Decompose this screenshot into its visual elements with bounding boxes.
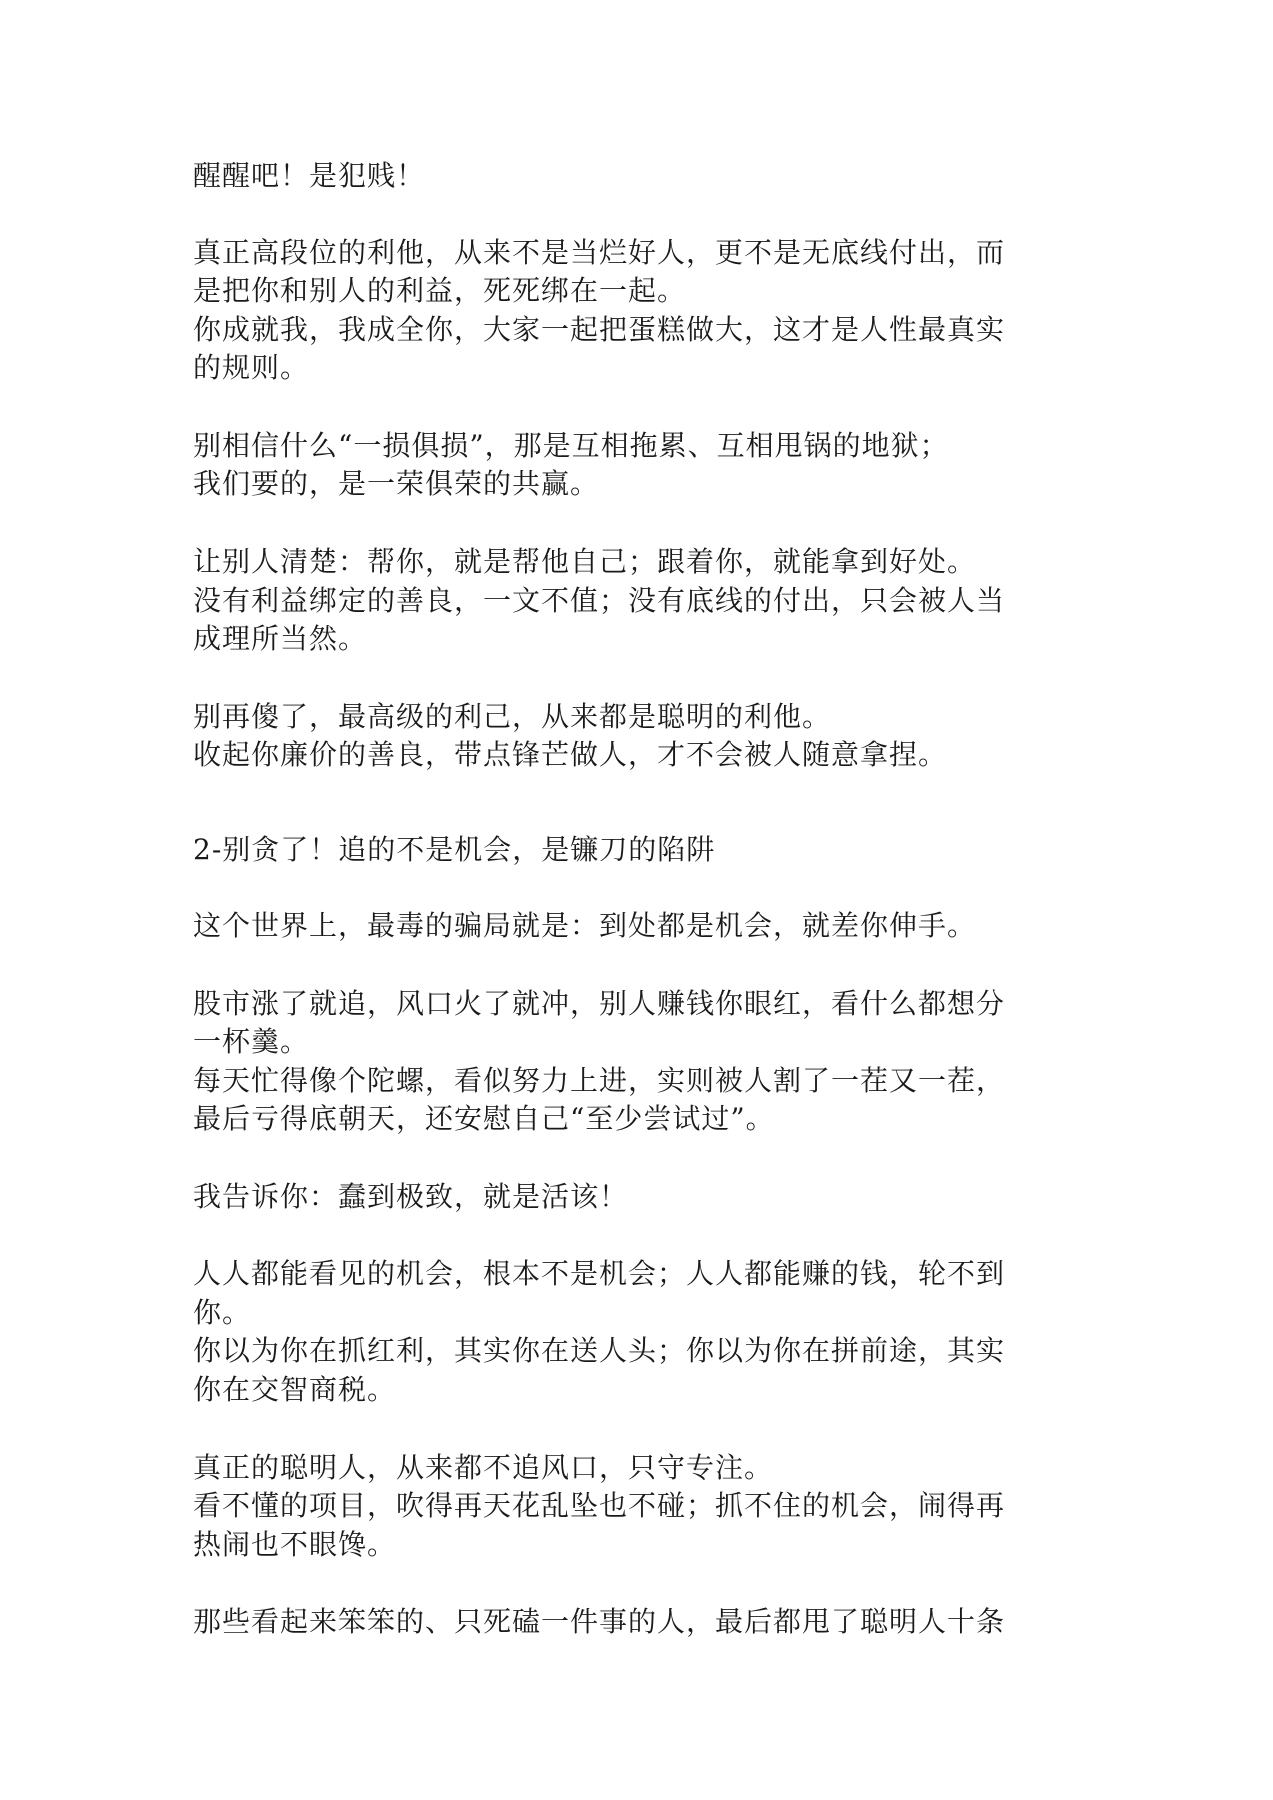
- text-line: 一杯羹。: [193, 1025, 310, 1058]
- text-line: 那些看起来笨笨的、只死磕一件事的人，最后都甩了聪明人十条: [193, 1605, 1006, 1638]
- text-line: 别相信什么“一损俱损”，那是互相拖累、互相甩锅的地狱；: [193, 429, 949, 462]
- text-line: 收起你廉价的善良，带点锋芒做人，才不会被人随意拿捏。: [193, 738, 948, 771]
- text-line: 我们要的，是一荣俱荣的共赢。: [193, 467, 600, 500]
- text-line: 看不懂的项目，吹得再天花乱坠也不碰；抓不住的机会，闹得再: [193, 1489, 1006, 1522]
- text-line: 是把你和别人的利益，死死绑在一起。: [193, 274, 687, 307]
- text-line: 醒醒吧！是犯贱！: [193, 159, 426, 192]
- section-heading: 2-别贪了！追的不是机会，是镰刀的陷阱: [193, 833, 716, 866]
- text-line: 真正的聪明人，从来都不追风口，只守专注。: [193, 1451, 774, 1484]
- text-line: 别再傻了，最高级的利己，从来都是聪明的利他。: [193, 700, 832, 733]
- text-line: 你在交智商税。: [193, 1373, 397, 1406]
- text-line: 最后亏得底朝天，还安慰自己“至少尝试过”。: [193, 1102, 775, 1135]
- text-line: 没有利益绑定的善良，一文不值；没有底线的付出，只会被人当: [193, 584, 1006, 617]
- text-line: 每天忙得像个陀螺，看似努力上进，实则被人割了一茬又一茬，: [193, 1064, 1006, 1097]
- text-line: 这个世界上，最毒的骗局就是：到处都是机会，就差你伸手。: [193, 909, 977, 942]
- text-line: 人人都能看见的机会，根本不是机会；人人都能赚的钱，轮不到: [193, 1257, 1006, 1290]
- text-line: 股市涨了就追，风口火了就冲，别人赚钱你眼红，看什么都想分: [193, 987, 1006, 1020]
- text-line: 成理所当然。: [193, 622, 368, 655]
- text-line: 热闹也不眼馋。: [193, 1528, 397, 1561]
- text-line: 你成就我，我成全你，大家一起把蛋糕做大，这才是人性最真实: [193, 313, 1006, 346]
- text-line: 真正高段位的利他，从来不是当烂好人，更不是无底线付出，而: [193, 236, 1006, 269]
- text-line: 你。: [193, 1296, 252, 1329]
- text-line: 我告诉你：蠢到极致，就是活该！: [193, 1180, 629, 1213]
- text-line: 你以为你在抓红利，其实你在送人头；你以为你在拼前途，其实: [193, 1334, 1006, 1367]
- text-line: 让别人清楚：帮你，就是帮他自己；跟着你，就能拿到好处。: [193, 545, 977, 578]
- text-line: 的规则。: [193, 351, 310, 384]
